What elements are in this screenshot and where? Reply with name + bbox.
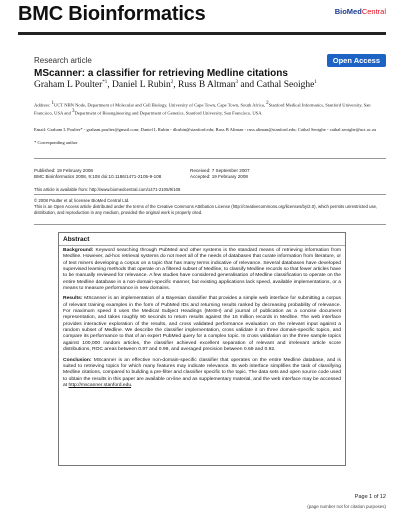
received-accepted (190, 168, 250, 180)
author-name: Russ B Altman (178, 80, 236, 91)
address-sup: 3 (72, 108, 75, 114)
author-name: Cathal Seoighe (256, 80, 315, 91)
section-text: . (131, 382, 133, 388)
accepted-date: Accepted: 19 February 2008 (190, 174, 248, 180)
author-affiliation: 2 (170, 80, 174, 85)
section-text: Keyword searching through PubMed and other systems is the standard means of retrieving information from Medline. However, ad-hoc retrieval systems do not meet all of the needs of databases that curate information from literature, or of text miners developing a corpus on a topic that has many terms indicative of relevance. Several databases have developed supervised learning methods that operate on a filtered subset of Medline, to classify Medline records so that fewer articles have to be manually reviewed for relevance. A few studies have considered generalisation of Medline classification to operate on the entire Medline database in a non-domain-specific manner, but existing applications lack speed, available implementations, or a means to measure performance in new domains. (63, 248, 342, 292)
author-name: Daniel L Rubin (112, 80, 171, 91)
logo-bio-text: BioMed (334, 7, 362, 16)
abstract-background (63, 248, 341, 292)
author-name: Graham L Poulter (34, 80, 103, 91)
address-line: UCT NBN Node, Department of Molecular and Cell Biology, University of Cape Town, Cape Town, South Africa, (54, 102, 265, 108)
citation-line: BMC Bioinformatics 2008, 9:108 doi:10.1186/1471-2105-9-108 (34, 174, 162, 180)
author-affiliation: 1 (314, 80, 317, 85)
divider (34, 158, 386, 159)
section-text: MScanner is an implementation of a Bayesian classifier that provides a simple web interface for submitting a corpus of relevant training examples in the form of PubMed IDs and returning results ranked by decreasing probability of relevance. For maximum speed it uses the Medical Subject Headings (MeSH) and journal of publication as a concise document representation, and takes roughly 90 seconds to return results against the 16 million records in Medline. The web interface provides interactive exploration of the results, and cross validated performance evaluation on the relevant input against a random subset of Medline. We describe the classifier implementation, cross validate it on three domain-specific topics, and compare its performance to that of an expert PubMed query for a complex topic. In cross validation on the three sample topics against 100,000 random articles, the classifier achieved excellent separation of relevant and irrelevant article score distributions, ROC areas between 0.97 and 0.99, and averaged precision between 0.69 and 0.92. (63, 296, 342, 353)
section-label: Results: (63, 296, 83, 302)
license-text: This is an Open Access article distributed under the terms of the Creative Commons Attribution License (http://creativecommons.org/licenses/by/2.0), which permits unrestricted use, distribution, and reproduction in any medium, provided the original work is properly cited. (34, 203, 378, 215)
address-line: Stanford Medical Informatics, Stanford University, San Francisco, USA and (34, 102, 371, 116)
journal-title: BMC Bioinformatics (18, 3, 206, 25)
article-url: This article is available from: http://www.biomedcentral.com/1471-2105/9/108 (34, 187, 181, 192)
abstract-box (58, 232, 346, 466)
author-list: Graham L Poulter$^{*1}$, Daniel L Rubin$^2$, Russ B Altman$^3$ and Cathal Seoighe$^1$ (34, 80, 317, 91)
publisher-logo (335, 7, 386, 16)
abstract-results (63, 296, 341, 353)
divider (34, 194, 386, 195)
copyright-block (34, 198, 390, 215)
address-sup: 2 (266, 101, 269, 106)
abstract-heading: Abstract (63, 236, 90, 243)
mscanner-link[interactable]: http://mscanner.stanford.edu (68, 382, 132, 388)
page-number: Page 1 of 12 (354, 494, 386, 500)
author-affiliation: 3 (235, 80, 239, 85)
section-label: Conclusion: (63, 357, 92, 363)
abstract-rule (59, 245, 345, 246)
open-access-badge: Open Access (327, 54, 386, 67)
corresponding-note: * Corresponding author (34, 140, 78, 145)
section-label: Background: (63, 248, 94, 253)
page-footnote: (page number not for citation purposes) (307, 504, 386, 509)
published-date: Published: 19 February 2008 (34, 168, 93, 173)
article-type: Research article (34, 56, 92, 65)
address-line: Department of Bioengineering and Department of Genetics, Stanford University, San Francisco, USA (74, 110, 262, 116)
dates-block (34, 168, 390, 180)
copyright-line: © 2008 Poulter et al; licensee BioMed Central Ltd. (34, 198, 130, 203)
abstract-body (63, 248, 341, 393)
address-label: Address: (34, 102, 51, 108)
article-title: MScanner: a classifier for retrieving Medline citations (34, 68, 288, 79)
abstract-conclusion (63, 358, 341, 390)
logo-central-text: Central (361, 7, 386, 16)
header-rule (18, 32, 386, 35)
divider (34, 224, 386, 225)
section-text: MScanner is an effective non-domain-specific classifier that operates on the entire Medline database, and is suited to retrieving topics for which many features may indicate relevance. Its web interface simplifies the task of classifying Medline citations, compared to building a pre-filter and classifier specific to the topic. The data sets and open source code used to obtain the results in this paper are available on-line and as supplementary material, and the web interface may be accessed at (63, 357, 341, 388)
author-affiliation: *1 (102, 80, 108, 85)
author-emails: Email: Graham L Poulter* - graham.poulter@gmail.com; Daniel L Rubin - dlrubin@stanford.edu; Russ B Altman - russ.altman@stanford.edu; Cathal Seoighe - cathal.seoighe@uct.ac.za (34, 127, 377, 132)
received-date: Received: 7 September 2007 (190, 168, 250, 173)
address-sup: 1 (51, 101, 54, 106)
author-address (34, 101, 390, 116)
